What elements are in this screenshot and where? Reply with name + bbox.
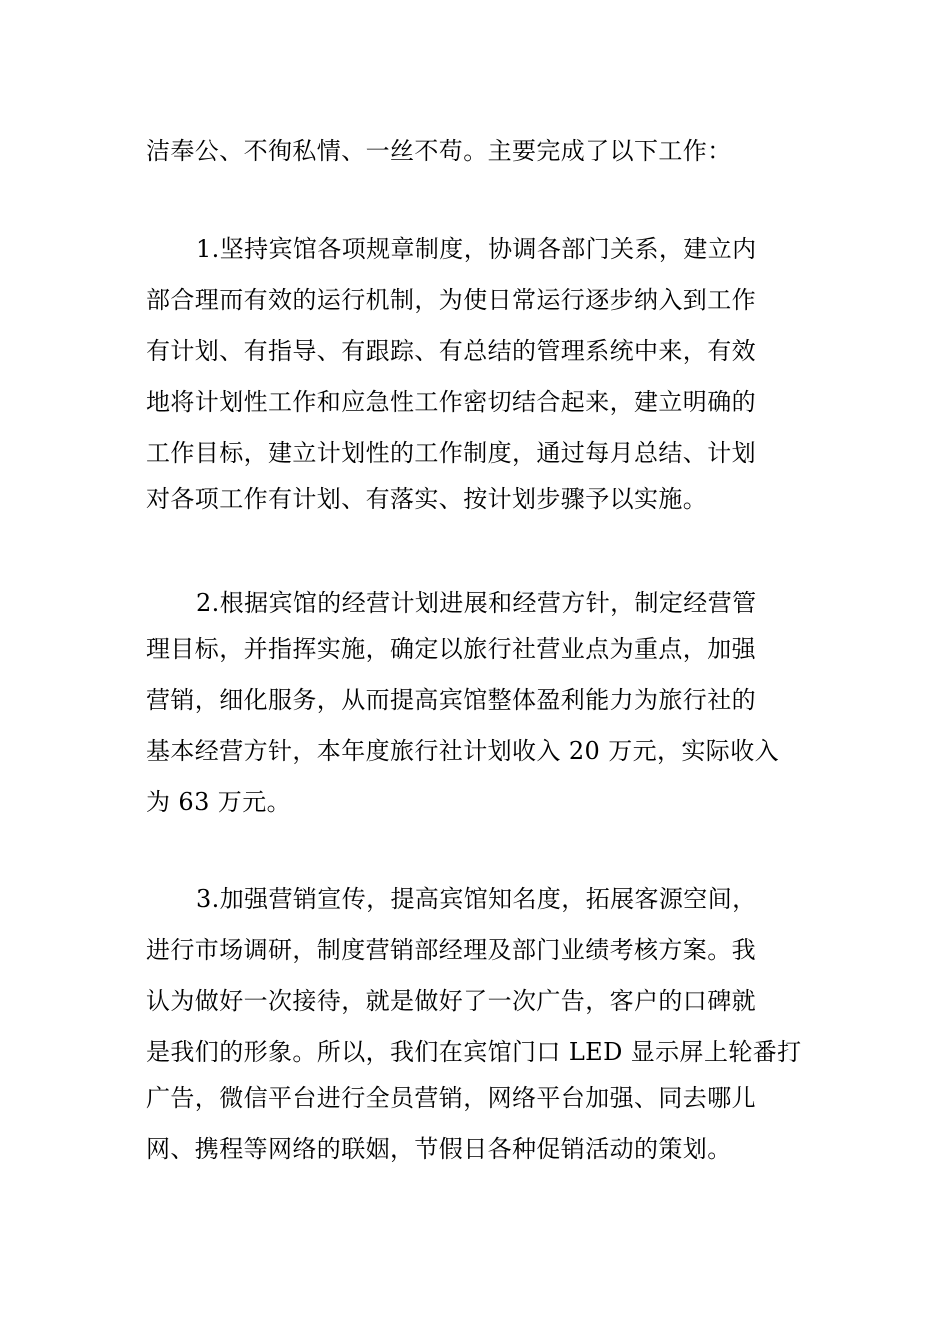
paragraph-line: 广告，微信平台进行全员营销，网络平台加强、同去哪儿 — [146, 1084, 756, 1112]
paragraph-line: 3.加强营销宣传，提高宾馆知名度，拓展客源空间， — [196, 885, 757, 913]
paragraph-line: 对各项工作有计划、有落实、按计划步骤予以实施。 — [146, 485, 708, 513]
paragraph-line: 是我们的形象。所以，我们在宾馆门口 LED 显示屏上轮番打 — [146, 1038, 802, 1066]
paragraph-line: 网、携程等网络的联姻，节假日各种促销活动的策划。 — [146, 1135, 732, 1163]
paragraph-line: 部合理而有效的运行机制，为使日常运行逐步纳入到工作 — [146, 286, 756, 314]
paragraph-line: 为 63 万元。 — [146, 788, 291, 816]
paragraph-line: 理目标，并指挥实施，确定以旅行社营业点为重点，加强 — [146, 635, 756, 663]
paragraph-line: 认为做好一次接待，就是做好了一次广告，客户的口碑就 — [146, 987, 756, 1015]
paragraph-line: 进行市场调研，制度营销部经理及部门业绩考核方案。我 — [146, 936, 756, 964]
paragraph-line: 有计划、有指导、有跟踪、有总结的管理系统中来，有效 — [146, 337, 756, 365]
paragraph-line: 营销，细化服务，从而提高宾馆整体盈利能力为旅行社的 — [146, 686, 756, 714]
intro-line: 洁奉公、不徇私情、一丝不苟。主要完成了以下工作： — [146, 137, 732, 165]
paragraph-line: 工作目标，建立计划性的工作制度，通过每月总结、计划 — [146, 439, 756, 467]
paragraph-line: 基本经营方针，本年度旅行社计划收入 20 万元，实际收入 — [146, 737, 779, 765]
paragraph-line: 1.坚持宾馆各项规章制度，协调各部门关系，建立内 — [196, 235, 757, 263]
paragraph-line: 2.根据宾馆的经营计划进展和经营方针，制定经营管 — [196, 589, 757, 617]
paragraph-line: 地将计划性工作和应急性工作密切结合起来，建立明确的 — [146, 388, 756, 416]
